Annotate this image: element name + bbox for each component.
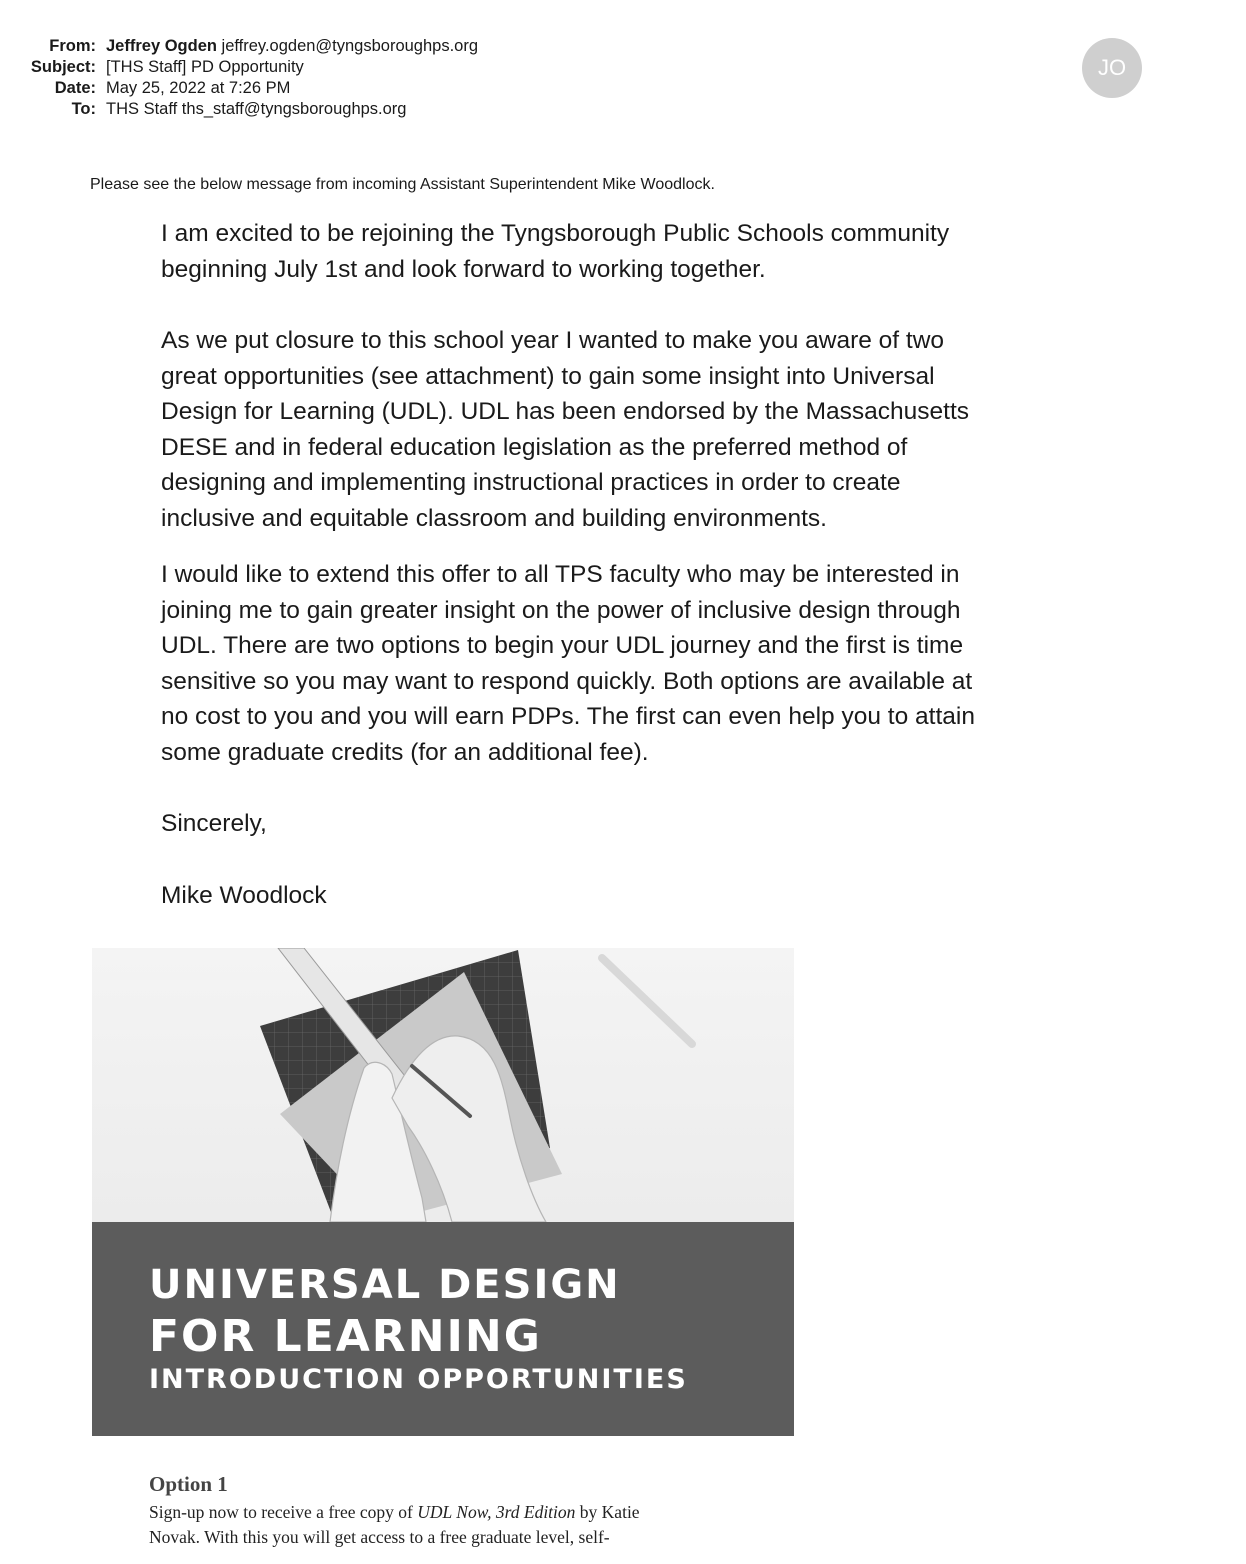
option-title: Option 1 (149, 1472, 228, 1496)
text-line: Design for Learning (UDL). UDL has been endorsed by the Massachusetts (161, 398, 970, 425)
sender-name: Jeffrey Ogden (106, 37, 217, 55)
text-line: DESE and in federal education legislation as the preferred method of (161, 433, 908, 461)
text-line: some graduate credits (for an additional fee). (161, 738, 649, 766)
email-header (0, 36, 700, 120)
banner-title-line1: UNIVERSAL DESIGN (149, 1262, 621, 1308)
intro-text: Please see the below message from incoming Assistant Superintendent Mike Woodlock. (90, 176, 715, 193)
paragraph-offer (161, 557, 1061, 770)
text-line: designing and implementing instructional practices in order to create (161, 469, 901, 496)
text-line: sensitive so you may want to respond quickly. Both options are available at (161, 667, 973, 695)
option-text: by Katie (575, 1502, 640, 1522)
signature: Mike Woodlock (161, 881, 327, 909)
date-label: Date: (54, 79, 96, 97)
paragraph-opportunities (161, 323, 1061, 536)
option-text: Novak. With this you will get access to a free graduate level, self- (149, 1527, 610, 1547)
text-line: inclusive and equitable classroom and building environments. (161, 504, 827, 532)
paragraph-welcome (161, 216, 1061, 287)
text-line: no cost to you and you will earn PDPs. The first can even help you to attain (161, 703, 975, 730)
pen-object (602, 958, 692, 1044)
text-line: beginning July 1st and look forward to working together. (161, 255, 766, 283)
subject-value: [THS Staff] PD Opportunity (106, 58, 304, 76)
subject-label: Subject: (30, 58, 96, 76)
date-value: May 25, 2022 at 7:26 PM (106, 79, 291, 97)
to-value: THS Staff ths_staff@tyngsboroughps.org (106, 100, 407, 118)
book-title: UDL Now, 3rd Edition (417, 1502, 576, 1522)
from-row (0, 36, 700, 57)
date-row (0, 78, 700, 99)
to-row (0, 99, 700, 120)
banner-title-line2: FOR LEARNING (149, 1311, 542, 1362)
text-line: As we put closure to this school year I wanted to make you aware of two (161, 327, 945, 354)
option-description (149, 1500, 729, 1550)
cutting-mat-illustration (92, 948, 794, 1222)
to-label: To: (71, 100, 96, 118)
attachment-photo (92, 948, 794, 1222)
avatar: JO (1082, 38, 1142, 98)
text-line: I am excited to be rejoining the Tyngsborough Public Schools community (161, 220, 950, 247)
text-line: I would like to extend this offer to all TPS faculty who may be interested in (161, 561, 960, 588)
subject-row (0, 57, 700, 78)
text-line: UDL. There are two options to begin your UDL journey and the first is time (161, 632, 964, 659)
sender-email[interactable]: jeffrey.ogden@tyngsboroughps.org (221, 37, 479, 55)
text-line: great opportunities (see attachment) to gain some insight into Universal (161, 362, 935, 390)
message-body (161, 216, 1061, 913)
from-label: From: (49, 37, 96, 55)
option-text: Sign-up now to receive a free copy of (149, 1502, 418, 1522)
banner-subtitle: INTRODUCTION OPPORTUNITIES (149, 1364, 688, 1395)
closing: Sincerely, (161, 810, 267, 837)
udl-banner (92, 1222, 794, 1436)
text-line: joining me to gain greater insight on the power of inclusive design through (161, 596, 961, 624)
from-value (106, 36, 478, 57)
